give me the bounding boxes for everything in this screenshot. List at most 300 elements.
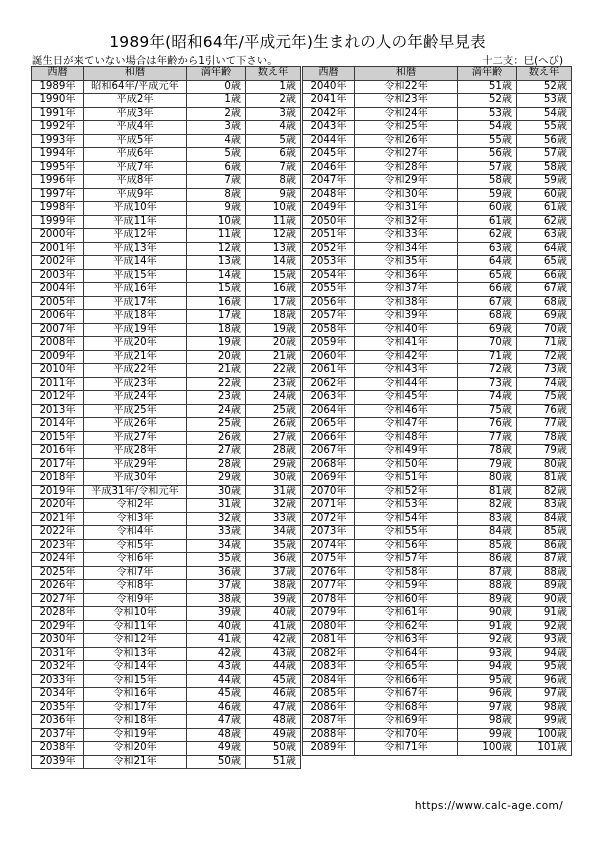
cell-kazoe-age: 66歳 [517, 269, 572, 283]
cell-western-year: 2062年 [303, 377, 355, 391]
cell-kazoe-age: 65歳 [517, 256, 572, 270]
cell-western-year: 2076年 [303, 566, 355, 580]
cell-western-year: 2028年 [32, 607, 84, 621]
cell-japanese-era: 令和63年 [355, 634, 458, 648]
cell-full-age: 97歳 [458, 701, 517, 715]
cell-japanese-era: 令和65年 [355, 661, 458, 675]
table-row [32, 499, 301, 513]
cell-full-age: 80歳 [458, 472, 517, 486]
cell-full-age: 42歳 [187, 647, 246, 661]
table-row [303, 323, 572, 337]
cell-japanese-era: 令和18年 [84, 715, 187, 729]
cell-japanese-era: 令和57年 [355, 553, 458, 567]
cell-full-age: 37歳 [187, 580, 246, 594]
cell-japanese-era: 令和45年 [355, 391, 458, 405]
cell-kazoe-age: 76歳 [517, 404, 572, 418]
cell-japanese-era: 令和13年 [84, 647, 187, 661]
table-row [32, 485, 301, 499]
cell-western-year: 2089年 [303, 742, 355, 756]
cell-japanese-era: 令和60年 [355, 593, 458, 607]
header-kazoe-age: 数え年 [517, 67, 572, 81]
cell-kazoe-age: 68歳 [517, 296, 572, 310]
cell-kazoe-age: 79歳 [517, 445, 572, 459]
table-row [303, 148, 572, 162]
table-row [303, 296, 572, 310]
cell-full-age: 25歳 [187, 418, 246, 432]
cell-japanese-era: 平成28年 [84, 445, 187, 459]
cell-kazoe-age: 25歳 [246, 404, 301, 418]
cell-western-year: 2073年 [303, 526, 355, 540]
cell-japanese-era: 令和41年 [355, 337, 458, 351]
table-row [32, 148, 301, 162]
cell-kazoe-age: 101歳 [517, 742, 572, 756]
cell-full-age: 65歳 [458, 269, 517, 283]
cell-japanese-era: 平成22年 [84, 364, 187, 378]
header-full-age: 満年齢 [187, 67, 246, 81]
cell-kazoe-age: 13歳 [246, 242, 301, 256]
cell-full-age: 29歳 [187, 472, 246, 486]
cell-japanese-era: 令和23年 [355, 94, 458, 108]
cell-kazoe-age: 31歳 [246, 485, 301, 499]
table-row [32, 175, 301, 189]
cell-japanese-era: 令和19年 [84, 728, 187, 742]
cell-kazoe-age: 91歳 [517, 607, 572, 621]
cell-kazoe-age: 72歳 [517, 350, 572, 364]
cell-full-age: 3歳 [187, 121, 246, 135]
header-kazoe-age: 数え年 [246, 67, 301, 81]
cell-full-age: 15歳 [187, 283, 246, 297]
cell-japanese-era: 令和37年 [355, 283, 458, 297]
cell-kazoe-age: 98歳 [517, 701, 572, 715]
cell-western-year: 2065年 [303, 418, 355, 432]
table-row [32, 661, 301, 675]
cell-japanese-era: 平成29年 [84, 458, 187, 472]
cell-western-year: 2082年 [303, 647, 355, 661]
cell-kazoe-age: 95歳 [517, 661, 572, 675]
cell-full-age: 44歳 [187, 674, 246, 688]
cell-japanese-era: 令和33年 [355, 229, 458, 243]
cell-kazoe-age: 21歳 [246, 350, 301, 364]
cell-kazoe-age: 70歳 [517, 323, 572, 337]
cell-full-age: 21歳 [187, 364, 246, 378]
cell-western-year: 2040年 [303, 80, 355, 94]
cell-western-year: 2049年 [303, 202, 355, 216]
cell-kazoe-age: 22歳 [246, 364, 301, 378]
table-row [32, 215, 301, 229]
cell-kazoe-age: 17歳 [246, 296, 301, 310]
cell-japanese-era: 令和12年 [84, 634, 187, 648]
cell-western-year: 2088年 [303, 728, 355, 742]
cell-western-year: 2077年 [303, 580, 355, 594]
cell-western-year: 2070年 [303, 485, 355, 499]
cell-kazoe-age: 53歳 [517, 94, 572, 108]
cell-japanese-era: 令和64年 [355, 647, 458, 661]
cell-japanese-era: 令和31年 [355, 202, 458, 216]
cell-full-age: 45歳 [187, 688, 246, 702]
table-row [303, 472, 572, 486]
cell-full-age: 35歳 [187, 553, 246, 567]
cell-western-year: 2031年 [32, 647, 84, 661]
table-row [32, 80, 301, 94]
cell-japanese-era: 平成23年 [84, 377, 187, 391]
cell-full-age: 24歳 [187, 404, 246, 418]
cell-full-age: 93歳 [458, 647, 517, 661]
table-row [32, 742, 301, 756]
cell-western-year: 2029年 [32, 620, 84, 634]
table-row [32, 458, 301, 472]
cell-full-age: 2歳 [187, 107, 246, 121]
cell-western-year: 2060年 [303, 350, 355, 364]
cell-full-age: 49歳 [187, 742, 246, 756]
cell-full-age: 70歳 [458, 337, 517, 351]
table-row [303, 674, 572, 688]
cell-western-year: 2003年 [32, 269, 84, 283]
cell-western-year: 2021年 [32, 512, 84, 526]
cell-kazoe-age: 56歳 [517, 134, 572, 148]
cell-full-age: 76歳 [458, 418, 517, 432]
table-row [32, 134, 301, 148]
table-row [32, 121, 301, 135]
table-row [32, 620, 301, 634]
cell-full-age: 75歳 [458, 404, 517, 418]
cell-full-age: 79歳 [458, 458, 517, 472]
cell-japanese-era: 昭和64年/平成元年 [84, 80, 187, 94]
cell-kazoe-age: 97歳 [517, 688, 572, 702]
cell-japanese-era: 令和50年 [355, 458, 458, 472]
cell-japanese-era: 令和62年 [355, 620, 458, 634]
cell-kazoe-age: 37歳 [246, 566, 301, 580]
page-title: 1989年(昭和64年/平成元年)生まれの人の年齢早見表 [109, 33, 486, 51]
cell-western-year: 2074年 [303, 539, 355, 553]
cell-japanese-era: 平成27年 [84, 431, 187, 445]
cell-western-year: 2054年 [303, 269, 355, 283]
cell-western-year: 2061年 [303, 364, 355, 378]
cell-japanese-era: 平成7年 [84, 161, 187, 175]
table-row [303, 80, 572, 94]
cell-full-age: 13歳 [187, 256, 246, 270]
table-row [32, 404, 301, 418]
cell-kazoe-age: 7歳 [246, 161, 301, 175]
table-row [32, 296, 301, 310]
cell-western-year: 1994年 [32, 148, 84, 162]
table-row [32, 728, 301, 742]
cell-japanese-era: 令和34年 [355, 242, 458, 256]
table-row [32, 283, 301, 297]
cell-kazoe-age: 59歳 [517, 175, 572, 189]
cell-western-year: 2064年 [303, 404, 355, 418]
cell-western-year: 2053年 [303, 256, 355, 270]
cell-japanese-era: 令和26年 [355, 134, 458, 148]
table-row [303, 94, 572, 108]
cell-kazoe-age: 93歳 [517, 634, 572, 648]
cell-japanese-era: 令和51年 [355, 472, 458, 486]
table-row [303, 526, 572, 540]
cell-western-year: 2050年 [303, 215, 355, 229]
birthday-note: 誕生日が来ていない場合は年齢から1引いて下さい。 [32, 55, 278, 67]
cell-kazoe-age: 86歳 [517, 539, 572, 553]
table-row [303, 620, 572, 634]
cell-western-year: 2020年 [32, 499, 84, 513]
cell-kazoe-age: 45歳 [246, 674, 301, 688]
table-row [32, 701, 301, 715]
cell-kazoe-age: 57歳 [517, 148, 572, 162]
table-row [303, 701, 572, 715]
cell-western-year: 2014年 [32, 418, 84, 432]
cell-western-year: 2056年 [303, 296, 355, 310]
cell-western-year: 1999年 [32, 215, 84, 229]
cell-japanese-era: 令和25年 [355, 121, 458, 135]
age-table-left-body [32, 80, 301, 769]
header-western-year: 西暦 [32, 67, 84, 81]
cell-kazoe-age: 89歳 [517, 580, 572, 594]
cell-western-year: 2051年 [303, 229, 355, 243]
cell-japanese-era: 平成30年 [84, 472, 187, 486]
cell-japanese-era: 令和17年 [84, 701, 187, 715]
table-row [303, 607, 572, 621]
cell-japanese-era: 令和66年 [355, 674, 458, 688]
table-row [303, 647, 572, 661]
cell-japanese-era: 令和67年 [355, 688, 458, 702]
cell-western-year: 2043年 [303, 121, 355, 135]
cell-full-age: 56歳 [458, 148, 517, 162]
cell-kazoe-age: 20歳 [246, 337, 301, 351]
table-row [32, 107, 301, 121]
cell-full-age: 78歳 [458, 445, 517, 459]
cell-japanese-era: 令和6年 [84, 553, 187, 567]
cell-western-year: 2033年 [32, 674, 84, 688]
cell-full-age: 4歳 [187, 134, 246, 148]
cell-full-age: 89歳 [458, 593, 517, 607]
cell-western-year: 2057年 [303, 310, 355, 324]
cell-kazoe-age: 10歳 [246, 202, 301, 216]
cell-kazoe-age: 82歳 [517, 485, 572, 499]
cell-japanese-era: 令和28年 [355, 161, 458, 175]
cell-western-year: 2024年 [32, 553, 84, 567]
cell-western-year: 2010年 [32, 364, 84, 378]
cell-kazoe-age: 77歳 [517, 418, 572, 432]
cell-full-age: 82歳 [458, 499, 517, 513]
table-row [303, 485, 572, 499]
cell-kazoe-age: 39歳 [246, 593, 301, 607]
cell-kazoe-age: 92歳 [517, 620, 572, 634]
table-row [32, 202, 301, 216]
cell-japanese-era: 令和53年 [355, 499, 458, 513]
table-row [32, 310, 301, 324]
cell-full-age: 72歳 [458, 364, 517, 378]
cell-japanese-era: 令和3年 [84, 512, 187, 526]
cell-full-age: 1歳 [187, 94, 246, 108]
cell-full-age: 55歳 [458, 134, 517, 148]
cell-kazoe-age: 14歳 [246, 256, 301, 270]
cell-kazoe-age: 33歳 [246, 512, 301, 526]
cell-japanese-era: 平成18年 [84, 310, 187, 324]
cell-kazoe-age: 87歳 [517, 553, 572, 567]
cell-western-year: 2006年 [32, 310, 84, 324]
cell-full-age: 67歳 [458, 296, 517, 310]
cell-kazoe-age: 16歳 [246, 283, 301, 297]
cell-full-age: 87歳 [458, 566, 517, 580]
cell-kazoe-age: 50歳 [246, 742, 301, 756]
cell-japanese-era: 平成24年 [84, 391, 187, 405]
table-row [303, 134, 572, 148]
cell-full-age: 58歳 [458, 175, 517, 189]
cell-western-year: 2066年 [303, 431, 355, 445]
cell-full-age: 17歳 [187, 310, 246, 324]
cell-western-year: 1996年 [32, 175, 84, 189]
cell-japanese-era: 令和10年 [84, 607, 187, 621]
cell-kazoe-age: 15歳 [246, 269, 301, 283]
cell-kazoe-age: 1歳 [246, 80, 301, 94]
cell-japanese-era: 令和44年 [355, 377, 458, 391]
cell-full-age: 63歳 [458, 242, 517, 256]
cell-full-age: 68歳 [458, 310, 517, 324]
cell-kazoe-age: 74歳 [517, 377, 572, 391]
cell-western-year: 2059年 [303, 337, 355, 351]
cell-full-age: 39歳 [187, 607, 246, 621]
cell-japanese-era: 平成16年 [84, 283, 187, 297]
cell-full-age: 64歳 [458, 256, 517, 270]
cell-kazoe-age: 35歳 [246, 539, 301, 553]
cell-full-age: 9歳 [187, 202, 246, 216]
cell-western-year: 2067年 [303, 445, 355, 459]
age-table-left [31, 66, 301, 769]
cell-kazoe-age: 23歳 [246, 377, 301, 391]
cell-full-age: 54歳 [458, 121, 517, 135]
table-row [303, 593, 572, 607]
cell-full-age: 36歳 [187, 566, 246, 580]
cell-western-year: 2045年 [303, 148, 355, 162]
cell-western-year: 2042年 [303, 107, 355, 121]
cell-kazoe-age: 29歳 [246, 458, 301, 472]
table-row [32, 269, 301, 283]
table-row [32, 607, 301, 621]
table-row [32, 364, 301, 378]
table-row [303, 161, 572, 175]
cell-full-age: 81歳 [458, 485, 517, 499]
cell-japanese-era: 令和15年 [84, 674, 187, 688]
table-row [303, 121, 572, 135]
cell-japanese-era: 令和9年 [84, 593, 187, 607]
cell-western-year: 2071年 [303, 499, 355, 513]
cell-full-age: 52歳 [458, 94, 517, 108]
cell-kazoe-age: 36歳 [246, 553, 301, 567]
table-row [32, 323, 301, 337]
cell-full-age: 10歳 [187, 215, 246, 229]
cell-kazoe-age: 85歳 [517, 526, 572, 540]
cell-full-age: 74歳 [458, 391, 517, 405]
table-row [303, 175, 572, 189]
table-row [303, 269, 572, 283]
cell-western-year: 1998年 [32, 202, 84, 216]
cell-kazoe-age: 9歳 [246, 188, 301, 202]
age-table-right [302, 66, 572, 756]
cell-kazoe-age: 44歳 [246, 661, 301, 675]
cell-western-year: 2007年 [32, 323, 84, 337]
cell-full-age: 90歳 [458, 607, 517, 621]
cell-kazoe-age: 46歳 [246, 688, 301, 702]
cell-full-age: 50歳 [187, 755, 246, 769]
cell-japanese-era: 令和36年 [355, 269, 458, 283]
table-row [303, 283, 572, 297]
cell-japanese-era: 平成20年 [84, 337, 187, 351]
site-url: https://www.calc-age.com/ [414, 800, 563, 812]
cell-full-age: 96歳 [458, 688, 517, 702]
table-row [303, 337, 572, 351]
cell-western-year: 2035年 [32, 701, 84, 715]
cell-western-year: 2047年 [303, 175, 355, 189]
cell-western-year: 2084年 [303, 674, 355, 688]
cell-western-year: 2058年 [303, 323, 355, 337]
cell-full-age: 7歳 [187, 175, 246, 189]
cell-western-year: 2019年 [32, 485, 84, 499]
cell-kazoe-age: 19歳 [246, 323, 301, 337]
cell-western-year: 2022年 [32, 526, 84, 540]
cell-japanese-era: 令和68年 [355, 701, 458, 715]
cell-japanese-era: 平成5年 [84, 134, 187, 148]
cell-full-age: 60歳 [458, 202, 517, 216]
cell-kazoe-age: 6歳 [246, 148, 301, 162]
cell-full-age: 94歳 [458, 661, 517, 675]
cell-japanese-era: 令和40年 [355, 323, 458, 337]
table-row [32, 593, 301, 607]
table-row [303, 350, 572, 364]
cell-kazoe-age: 58歳 [517, 161, 572, 175]
cell-japanese-era: 令和7年 [84, 566, 187, 580]
table-row [32, 566, 301, 580]
cell-full-age: 62歳 [458, 229, 517, 243]
cell-kazoe-age: 38歳 [246, 580, 301, 594]
cell-western-year: 2027年 [32, 593, 84, 607]
cell-kazoe-age: 90歳 [517, 593, 572, 607]
cell-japanese-era: 令和43年 [355, 364, 458, 378]
cell-western-year: 2085年 [303, 688, 355, 702]
cell-western-year: 2078年 [303, 593, 355, 607]
cell-western-year: 2039年 [32, 755, 84, 769]
table-row [32, 391, 301, 405]
cell-full-age: 38歳 [187, 593, 246, 607]
table-row [32, 418, 301, 432]
cell-japanese-era: 令和32年 [355, 215, 458, 229]
cell-full-age: 95歳 [458, 674, 517, 688]
table-row [32, 337, 301, 351]
table-row [303, 688, 572, 702]
cell-full-age: 85歳 [458, 539, 517, 553]
cell-full-age: 41歳 [187, 634, 246, 648]
cell-japanese-era: 平成19年 [84, 323, 187, 337]
cell-japanese-era: 平成26年 [84, 418, 187, 432]
cell-kazoe-age: 2歳 [246, 94, 301, 108]
cell-full-age: 0歳 [187, 80, 246, 94]
table-row [32, 553, 301, 567]
cell-western-year: 1995年 [32, 161, 84, 175]
cell-full-age: 11歳 [187, 229, 246, 243]
cell-full-age: 14歳 [187, 269, 246, 283]
cell-japanese-era: 平成15年 [84, 269, 187, 283]
cell-kazoe-age: 47歳 [246, 701, 301, 715]
cell-western-year: 2044年 [303, 134, 355, 148]
cell-japanese-era: 令和70年 [355, 728, 458, 742]
table-row [303, 364, 572, 378]
table-row [32, 634, 301, 648]
cell-full-age: 99歳 [458, 728, 517, 742]
cell-full-age: 59歳 [458, 188, 517, 202]
cell-full-age: 100歳 [458, 742, 517, 756]
cell-japanese-era: 令和16年 [84, 688, 187, 702]
cell-japanese-era: 令和4年 [84, 526, 187, 540]
cell-japanese-era: 令和56年 [355, 539, 458, 553]
cell-kazoe-age: 80歳 [517, 458, 572, 472]
zodiac-label: 十二支：巳(へび) [482, 55, 563, 67]
